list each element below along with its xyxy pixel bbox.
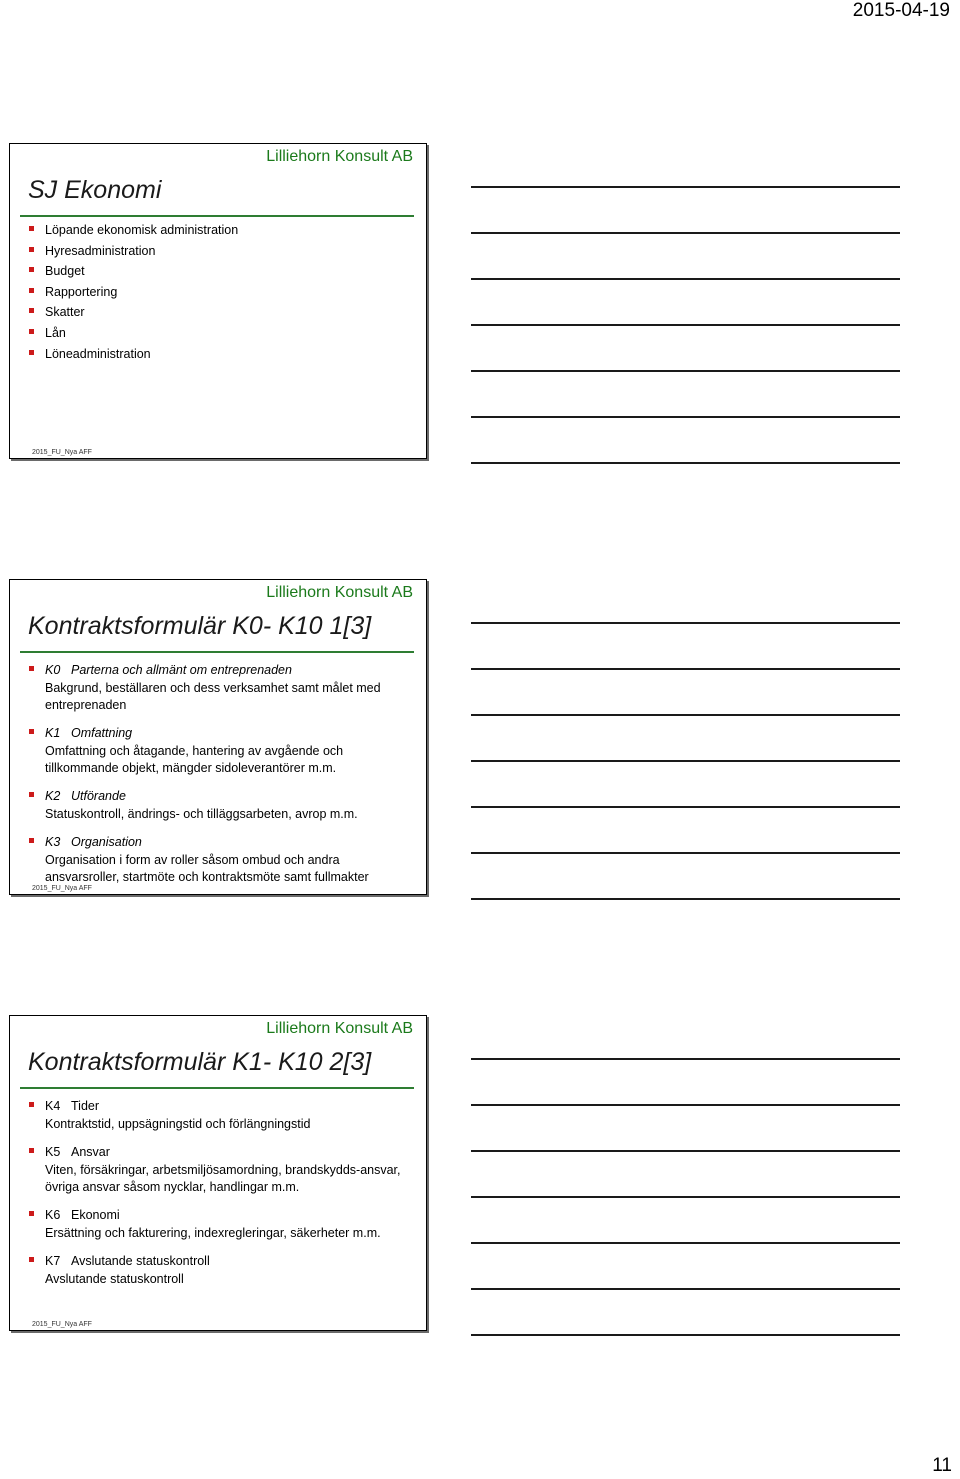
item-text: Bakgrund, beställaren och dess verksamhet samt målet med entreprenaden xyxy=(45,681,381,712)
item-list xyxy=(29,660,416,895)
bullet-square-icon xyxy=(29,247,34,252)
slide-title: SJ Ekonomi xyxy=(28,176,162,204)
notes-lines xyxy=(471,1058,900,1380)
note-line xyxy=(471,714,900,716)
list-item: Löneadministration xyxy=(29,344,412,365)
note-line xyxy=(471,1242,900,1244)
list-item xyxy=(29,786,416,823)
note-line xyxy=(471,370,900,372)
slide-sj-ekonomi xyxy=(9,143,427,459)
item-text: Organisation i form av roller såsom ombud och andra ansvarsroller, startmöte och kontraktsmöte samt fullmakter xyxy=(45,853,369,884)
bullet-square-icon xyxy=(29,792,34,797)
list-item: Skatter xyxy=(29,302,412,323)
list-item xyxy=(29,723,416,777)
slide-title: Kontraktsformulär K0- K10 1[3] xyxy=(28,612,372,640)
item-code: K2 xyxy=(45,789,61,803)
list-item xyxy=(29,832,416,886)
list-item xyxy=(29,1251,416,1288)
note-line xyxy=(471,416,900,418)
title-rule xyxy=(20,215,414,217)
company-name: Lilliehorn Konsult AB xyxy=(266,584,413,601)
bullet-square-icon xyxy=(29,1257,34,1262)
company-name: Lilliehorn Konsult AB xyxy=(266,148,413,165)
bullet-square-icon xyxy=(29,288,34,293)
note-line xyxy=(471,462,900,464)
bullet-square-icon xyxy=(29,666,34,671)
note-line xyxy=(471,324,900,326)
bullet-square-icon xyxy=(29,1148,34,1153)
page-number: 11 xyxy=(932,1455,952,1476)
note-line xyxy=(471,898,900,900)
note-line xyxy=(471,852,900,854)
item-heading: Parterna och allmänt om entreprenaden xyxy=(71,663,292,677)
bullet-square-icon xyxy=(29,226,34,231)
slide-title: Kontraktsformulär K1- K10 2[3] xyxy=(28,1048,372,1076)
note-line xyxy=(471,1288,900,1290)
slide-footer: 2015_FU_Nya AFF xyxy=(32,449,92,456)
note-line xyxy=(471,232,900,234)
note-line xyxy=(471,668,900,670)
notes-lines xyxy=(471,186,900,508)
item-text: Ersättning och fakturering, indexregleringar, säkerheter m.m. xyxy=(45,1226,381,1240)
item-heading: Organisation xyxy=(71,835,142,849)
note-line xyxy=(471,806,900,808)
item-code: K5 xyxy=(45,1145,61,1159)
item-code: K1 xyxy=(45,726,61,740)
bullet-square-icon xyxy=(29,838,34,843)
company-name: Lilliehorn Konsult AB xyxy=(266,1020,413,1037)
bullet-square-icon xyxy=(29,329,34,334)
list-item: Lån xyxy=(29,323,412,344)
slide-kontraktsformular-2 xyxy=(9,1015,427,1331)
note-line xyxy=(471,760,900,762)
list-item: Rapportering xyxy=(29,282,412,303)
bullet-square-icon xyxy=(29,267,34,272)
item-heading: Avslutande statuskontroll xyxy=(71,1254,210,1268)
list-item xyxy=(29,1142,416,1196)
item-heading: Ekonomi xyxy=(71,1208,120,1222)
slide-footer: 2015_FU_Nya AFF xyxy=(32,1321,92,1328)
item-text: Avslutande statuskontroll xyxy=(45,1272,184,1286)
item-list xyxy=(29,1096,416,1297)
item-text: Kontraktstid, uppsägningstid och förlängningstid xyxy=(45,1117,311,1131)
bullet-square-icon xyxy=(29,1102,34,1107)
item-code: K4 xyxy=(45,1099,61,1113)
slide-kontraktsformular-1 xyxy=(9,579,427,895)
notes-lines xyxy=(471,622,900,944)
item-code: K3 xyxy=(45,835,61,849)
page-date: 2015-04-19 xyxy=(852,0,950,21)
item-heading: Omfattning xyxy=(71,726,133,740)
list-item: Hyresadministration xyxy=(29,241,412,262)
item-code: K0 xyxy=(45,663,61,677)
bullet-square-icon xyxy=(29,1211,34,1216)
note-line xyxy=(471,1334,900,1336)
item-code: K6 xyxy=(45,1208,61,1222)
list-item xyxy=(29,660,416,714)
title-rule xyxy=(20,651,414,653)
item-heading: Ansvar xyxy=(71,1145,110,1159)
list-item: Budget xyxy=(29,261,412,282)
bullet-list xyxy=(29,220,412,364)
bullet-square-icon xyxy=(29,308,34,313)
note-line xyxy=(471,278,900,280)
bullet-square-icon xyxy=(29,729,34,734)
item-text: Omfattning och åtagande, hantering av avgående och tillkommande objekt, mängder sidoleverantörer m.m. xyxy=(45,744,344,775)
item-text: Statuskontroll, ändrings- och tilläggsarbeten, avrop m.m. xyxy=(45,807,358,821)
slide-footer: 2015_FU_Nya AFF xyxy=(32,885,92,892)
title-rule xyxy=(20,1087,414,1089)
list-item xyxy=(29,1205,416,1242)
item-heading: Utförande xyxy=(71,789,126,803)
note-line xyxy=(471,1196,900,1198)
item-heading: Tider xyxy=(71,1099,100,1113)
note-line xyxy=(471,1104,900,1106)
note-line xyxy=(471,1058,900,1060)
list-item xyxy=(29,1096,416,1133)
note-line xyxy=(471,622,900,624)
list-item: Löpande ekonomisk administration xyxy=(29,220,412,241)
note-line xyxy=(471,186,900,188)
note-line xyxy=(471,1150,900,1152)
bullet-square-icon xyxy=(29,350,34,355)
item-text: Viten, försäkringar, arbetsmiljösamordning, brandskydds-ansvar, övriga ansvar såsom nycklar, handlingar m.m. xyxy=(45,1163,401,1194)
item-code: K7 xyxy=(45,1254,61,1268)
